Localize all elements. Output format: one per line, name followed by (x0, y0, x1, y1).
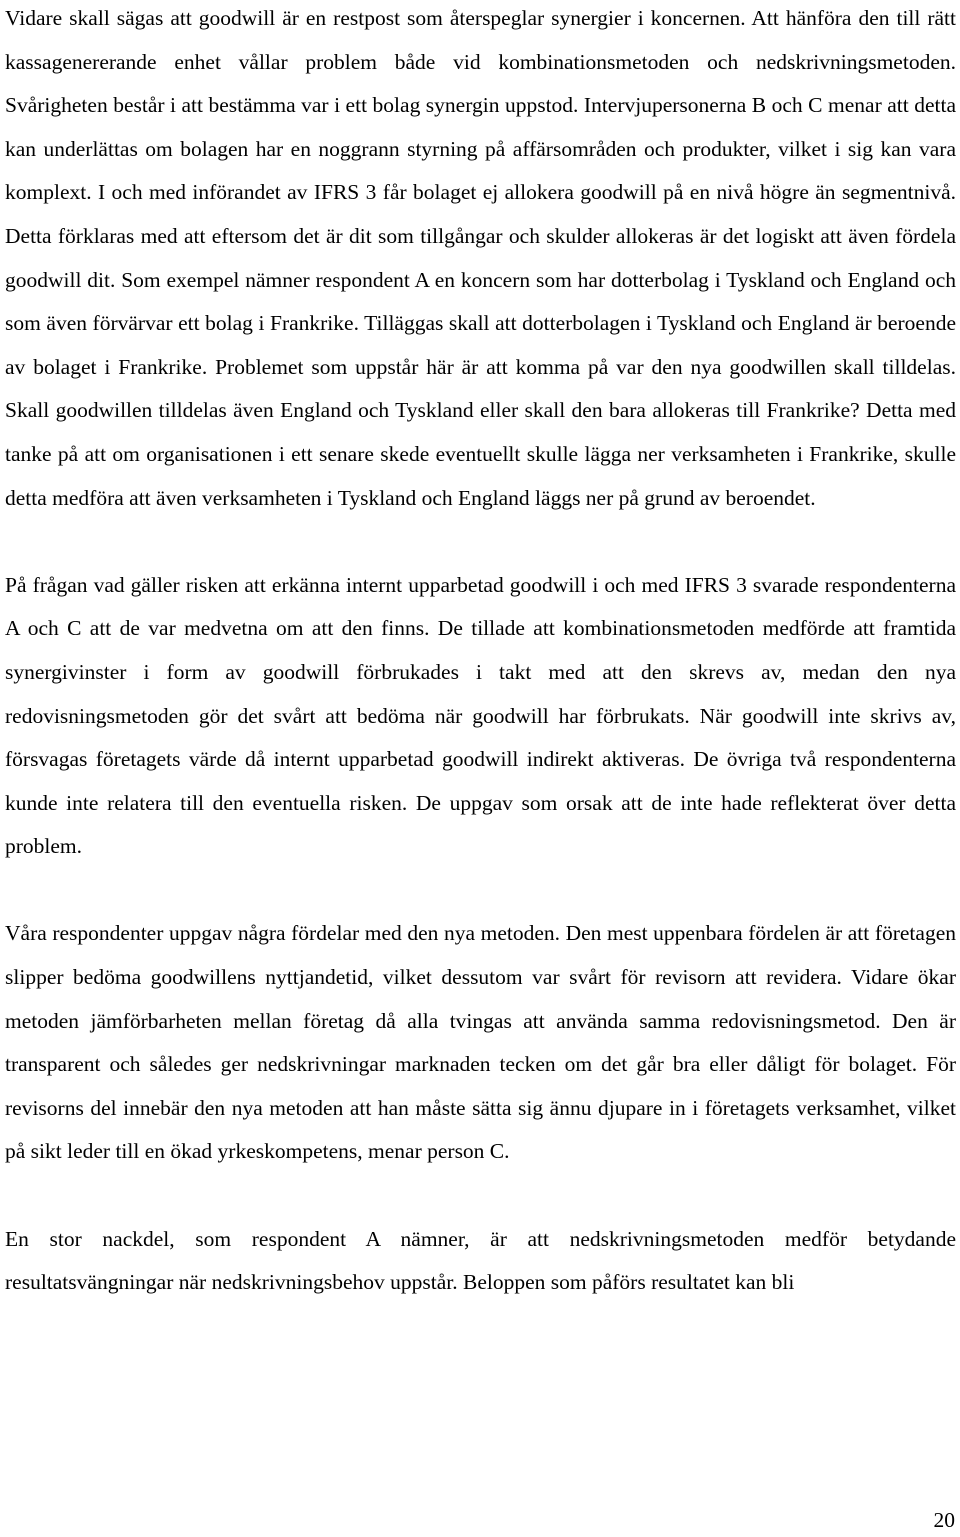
paragraph-spacer (5, 869, 956, 913)
paragraph-advantages: Våra respondenter uppgav några fördelar med den nya metoden. Den mest uppenbara fördelen är att företagen slipper bedöma goodwillens nyttjandetid, vilket dessutom var svårt för revisorn att revidera. Vidare ökar metoden jämförbarheten mellan företag då alla tvingas att använda samma redovisningsmetod. Den är transparent och således ger nedskrivningar marknaden tecken om det går bra eller dåligt för bolaget. För revisorns del innebär den nya metoden att han måste sätta sig ännu djupare in i företagets verksamhet, vilket på sikt leder till en ökad yrkeskompetens, menar person C. (5, 921, 956, 1164)
paragraph-disadvantage: En stor nackdel, som respondent A nämner, är att nedskrivningsmetoden medför betydande resultatsvängningar när nedskrivningsbehov uppstår. Beloppen som påförs resultatet kan bli (5, 1226, 956, 1295)
paragraph-synergies: Vidare skall sägas att goodwill är en restpost som återspeglar synergier i koncernen. Att hänföra den till rätt kassagenererande enhet vållar problem både vid kombinationsmetoden och nedskrivningsmetoden. Svårigheten består i att bestämma var i ett bolag synergin uppstod. Intervjupersonerna B och C menar att detta kan underlättas om bolagen har en noggrann styrning på affärsområden och produkter, vilket i sig kan vara komplext. I och med införandet av IFRS 3 får bolaget ej allokera goodwill på en nivå högre än segmentnivå. Detta förklaras med att eftersom det är dit som tillgångar och skulder allokeras är det logiskt att även fördela goodwill dit. Som exempel nämner respondent A en koncern som har dotterbolag i Tyskland och England och som även förvärvar ett bolag i Frankrike. Tilläggas skall att dotterbolagen i Tyskland och England är beroende av bolaget i Frankrike. Problemet som uppstår här är att komma på var den nya goodwillen skall tilldelas. Skall goodwillen tilldelas även England och Tyskland eller skall den bara allokeras till Frankrike? Detta med tanke på att om organisationen i ett senare skede eventuellt skulle lägga ner verksamheten i Frankrike, skulle detta medföra att även verksamheten i Tyskland och England läggs ner på grund av beroendet. (5, 6, 956, 510)
page-number: 20 (933, 1508, 955, 1532)
paragraph-spacer (5, 1174, 956, 1218)
paragraph-internal-goodwill-risk: På frågan vad gäller risken att erkänna internt upparbetad goodwill i och med IFRS 3 svarade respondenterna A och C att de var medvetna om att den finns. De tillade att kombinationsmetoden medförde att framtida synergivinster i form av goodwill förbrukades i takt med att den skrevs av, medan den nya redovisningsmetoden gör det svårt att bedöma när goodwill har förbrukats. När goodwill inte skrivs av, försvagas företagets värde då internt upparbetad goodwill indirekt aktiveras. De övriga två respondenterna kunde inte relatera till den eventuella risken. De uppgav som orsak att de inte hade reflekterat över detta problem. (5, 572, 956, 859)
document-page (5, 0, 956, 1305)
paragraph-spacer (5, 520, 956, 564)
